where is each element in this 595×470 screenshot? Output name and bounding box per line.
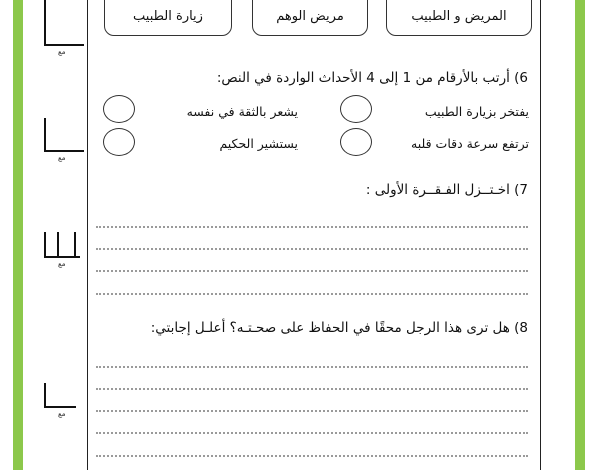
score-label-4: مع bbox=[58, 410, 66, 418]
q6-answer-circle-4[interactable] bbox=[103, 128, 135, 156]
left-green-border bbox=[13, 0, 23, 470]
q6-option-4: يستشير الحكيم bbox=[219, 136, 298, 151]
score-label-3: مع bbox=[58, 260, 66, 268]
q7-answer-line-1[interactable] bbox=[96, 226, 528, 228]
score-label-1: مع bbox=[58, 48, 66, 56]
word-bank-text-2: مريض الوهم bbox=[276, 8, 344, 24]
q7-answer-line-2[interactable] bbox=[96, 248, 528, 250]
score-label-2: مع bbox=[58, 154, 66, 162]
question-7-title: 7) اخـتــزل الفـقــرة الأولى : bbox=[365, 182, 528, 198]
q7-answer-line-4[interactable] bbox=[96, 293, 528, 295]
word-bank-text-1: المريض و الطبيب bbox=[411, 8, 507, 24]
word-bank-box-1 bbox=[386, 0, 532, 36]
q6-option-1: يفتخر بزيارة الطبيب bbox=[424, 104, 529, 119]
score-box-2 bbox=[44, 118, 84, 168]
right-green-border bbox=[575, 0, 585, 470]
q6-option-3: ترتفع سرعة دقات قلبه bbox=[411, 136, 529, 151]
word-bank-box-2 bbox=[252, 0, 368, 36]
q6-answer-circle-3[interactable] bbox=[340, 128, 372, 156]
left-margin-line bbox=[87, 0, 88, 470]
word-bank-text-3: زيارة الطبيب bbox=[133, 8, 203, 24]
q6-answer-circle-1[interactable] bbox=[340, 95, 372, 123]
question-6-title: 6) أرتب بالأرقام من 1 إلى 4 الأحداث الواردة في النص: bbox=[216, 70, 528, 86]
q8-answer-line-4[interactable] bbox=[96, 432, 528, 434]
q6-answer-circle-2[interactable] bbox=[103, 95, 135, 123]
q6-option-2: يشعر بالثقة في نفسه bbox=[186, 104, 298, 119]
word-bank-box-3 bbox=[104, 0, 232, 36]
score-box-4 bbox=[44, 383, 84, 428]
q8-answer-line-3[interactable] bbox=[96, 410, 528, 412]
score-box-1 bbox=[44, 0, 84, 60]
q8-answer-line-2[interactable] bbox=[96, 388, 528, 390]
question-8-title: 8) هل ترى هذا الرجل محقًا في الحفاظ على صحـتـه؟ أعلـل إجابتي: bbox=[150, 320, 528, 336]
right-margin-line bbox=[540, 0, 541, 470]
q8-answer-line-1[interactable] bbox=[96, 366, 528, 368]
q7-answer-line-3[interactable] bbox=[96, 270, 528, 272]
q8-answer-line-5[interactable] bbox=[96, 455, 528, 457]
score-box-3 bbox=[44, 232, 84, 277]
